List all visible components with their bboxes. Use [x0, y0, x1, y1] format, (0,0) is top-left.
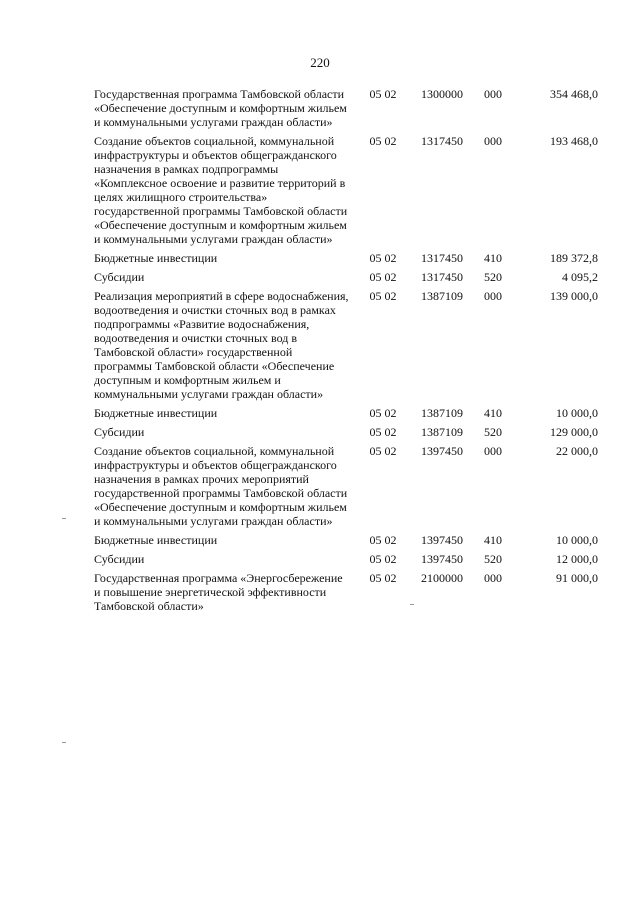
row-sum: 10 000,0	[556, 406, 598, 420]
row-sum: 10 000,0	[556, 533, 598, 547]
row-name: Субсидии	[94, 425, 145, 439]
row-section: 05 02	[369, 289, 397, 303]
row-sum: 354 468,0	[550, 87, 598, 101]
row-type: 000	[484, 134, 502, 148]
row-code: 1317450	[421, 134, 463, 148]
table-row	[94, 134, 614, 246]
row-code: 1387109	[421, 289, 463, 303]
row-sum: 12 000,0	[556, 552, 598, 566]
row-name: Бюджетные инвестиции	[94, 406, 218, 420]
row-type: 000	[484, 571, 502, 585]
budget-table	[94, 87, 614, 618]
row-section: 05 02	[369, 444, 397, 458]
row-type: 520	[484, 552, 502, 566]
table-row	[94, 533, 614, 547]
row-section: 05 02	[369, 552, 397, 566]
page-number: 220	[310, 55, 330, 70]
row-name: Создание объектов социальной, коммунальной инфраструктуры и объектов общегражданского назначения в рамках прочих мероприятий государственной программы Тамбовской области «Обеспечение доступным и комфортным жильем и коммунальными услугами граждан области»	[94, 444, 348, 528]
row-section: 05 02	[369, 270, 397, 284]
scan-speck	[410, 604, 414, 605]
row-code: 1387109	[421, 425, 463, 439]
row-type: 000	[484, 87, 502, 101]
row-code: 1397450	[421, 533, 463, 547]
scan-speck	[62, 742, 66, 743]
row-code: 2100000	[421, 571, 463, 585]
row-sum: 129 000,0	[550, 425, 598, 439]
row-name: Реализация мероприятий в сфере водоснабжения, водоотведения и очистки сточных вод в рамках подпрограммы «Развитие водоснабжения, водоотведения и очистки сточных вод в Тамбовской области» государственной программы Тамбовской области «Обеспечение доступным и комфортным жильем и коммунальными услугами граждан области»	[94, 289, 349, 401]
row-sum: 193 468,0	[550, 134, 598, 148]
table-row	[94, 251, 614, 265]
table-row	[94, 571, 614, 613]
row-code: 1317450	[421, 251, 463, 265]
row-sum: 189 372,8	[550, 251, 598, 265]
row-type: 000	[484, 444, 502, 458]
row-sum: 4 095,2	[562, 270, 598, 284]
row-code: 1387109	[421, 406, 463, 420]
table-row	[94, 406, 614, 420]
row-section: 05 02	[369, 134, 397, 148]
row-name: Бюджетные инвестиции	[94, 251, 218, 265]
row-type: 410	[484, 533, 502, 547]
row-type: 520	[484, 270, 502, 284]
row-type: 520	[484, 425, 502, 439]
scan-speck	[62, 518, 66, 519]
table-row	[94, 87, 614, 129]
row-section: 05 02	[369, 425, 397, 439]
row-sum: 22 000,0	[556, 444, 598, 458]
row-sum: 139 000,0	[550, 289, 598, 303]
row-name: Государственная программа «Энергосбережение и повышение энергетической эффективности Тамбовской области»	[94, 571, 343, 613]
row-code: 1300000	[421, 87, 463, 101]
row-type: 410	[484, 406, 502, 420]
row-section: 05 02	[369, 571, 397, 585]
row-name: Субсидии	[94, 552, 145, 566]
row-name: Субсидии	[94, 270, 145, 284]
row-code: 1317450	[421, 270, 463, 284]
row-section: 05 02	[369, 406, 397, 420]
table-row	[94, 425, 614, 439]
row-section: 05 02	[369, 533, 397, 547]
row-name: Создание объектов социальной, коммунальной инфраструктуры и объектов общегражданского назначения в рамках подпрограммы «Комплексное освоение и развитие территорий в целях жилищного строительства» государственной программы Тамбовской области «Обеспечение доступным и комфортным жильем и коммунальными услугами граждан области»	[94, 134, 348, 246]
table-row	[94, 444, 614, 528]
row-code: 1397450	[421, 444, 463, 458]
table-row	[94, 289, 614, 401]
row-type: 410	[484, 251, 502, 265]
row-name: Бюджетные инвестиции	[94, 533, 218, 547]
table-row	[94, 552, 614, 566]
table-row	[94, 270, 614, 284]
row-code: 1397450	[421, 552, 463, 566]
row-section: 05 02	[369, 251, 397, 265]
row-section: 05 02	[369, 87, 397, 101]
row-type: 000	[484, 289, 502, 303]
row-name: Государственная программа Тамбовской области «Обеспечение доступным и комфортным жильем и коммунальными услугами граждан области»	[94, 87, 347, 129]
row-sum: 91 000,0	[556, 571, 598, 585]
